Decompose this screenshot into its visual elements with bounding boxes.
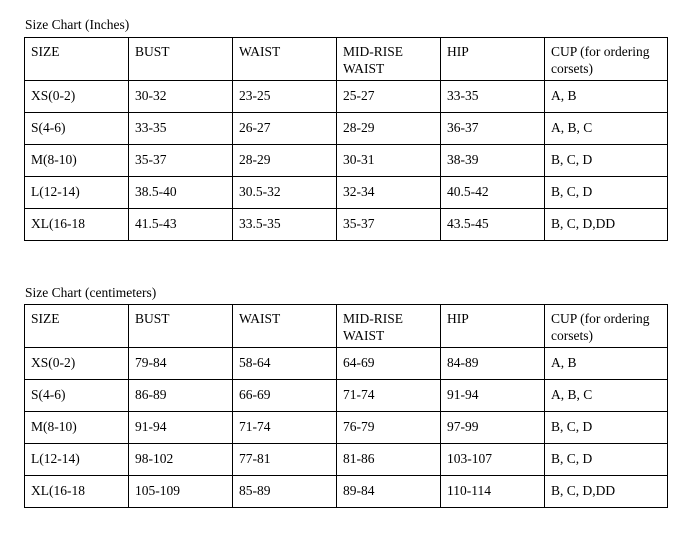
cell-size: XL(16-18 <box>25 476 129 508</box>
table-row <box>25 444 668 476</box>
table-row <box>25 412 668 444</box>
inches-size-table <box>24 37 668 241</box>
cell-size: XS(0-2) <box>25 348 129 380</box>
cell-hip: 110-114 <box>441 476 545 508</box>
cell-waist: 23-25 <box>233 81 337 113</box>
cell-size: M(8-10) <box>25 145 129 177</box>
cell-size: XL(16-18 <box>25 209 129 241</box>
header-bust: BUST <box>129 38 233 81</box>
cell-cup: A, B, C <box>545 380 668 412</box>
centimeters-table-caption: Size Chart (centimeters) <box>25 285 157 300</box>
cell-hip: 103-107 <box>441 444 545 476</box>
cell-size: L(12-14) <box>25 177 129 209</box>
cell-mid-rise-waist: 32-34 <box>337 177 441 209</box>
cell-bust: 33-35 <box>129 113 233 145</box>
header-mid-rise-waist: MID-RISE WAIST <box>337 305 441 348</box>
header-cup: CUP (for ordering corsets) <box>545 305 668 348</box>
cell-hip: 40.5-42 <box>441 177 545 209</box>
cell-size: XS(0-2) <box>25 81 129 113</box>
table-header-row <box>25 38 668 81</box>
cell-cup: B, C, D <box>545 177 668 209</box>
cell-cup: B, C, D <box>545 145 668 177</box>
cell-waist: 28-29 <box>233 145 337 177</box>
centimeters-size-table <box>24 304 668 508</box>
header-bust: BUST <box>129 305 233 348</box>
cell-cup: A, B <box>545 348 668 380</box>
cell-bust: 91-94 <box>129 412 233 444</box>
cell-cup: B, C, D,DD <box>545 476 668 508</box>
table-row <box>25 348 668 380</box>
header-waist: WAIST <box>233 305 337 348</box>
cell-mid-rise-waist: 28-29 <box>337 113 441 145</box>
cell-waist: 85-89 <box>233 476 337 508</box>
cell-waist: 33.5-35 <box>233 209 337 241</box>
header-cup: CUP (for ordering corsets) <box>545 38 668 81</box>
cell-waist: 26-27 <box>233 113 337 145</box>
cell-hip: 33-35 <box>441 81 545 113</box>
cell-waist: 30.5-32 <box>233 177 337 209</box>
cell-size: L(12-14) <box>25 444 129 476</box>
cell-waist: 77-81 <box>233 444 337 476</box>
header-hip: HIP <box>441 38 545 81</box>
cell-hip: 38-39 <box>441 145 545 177</box>
cell-waist: 58-64 <box>233 348 337 380</box>
cell-cup: B, C, D <box>545 444 668 476</box>
inches-table-caption: Size Chart (Inches) <box>25 17 130 32</box>
cell-cup: A, B <box>545 81 668 113</box>
cell-cup: B, C, D <box>545 412 668 444</box>
cell-hip: 84-89 <box>441 348 545 380</box>
table-row <box>25 113 668 145</box>
cell-hip: 43.5-45 <box>441 209 545 241</box>
cell-mid-rise-waist: 89-84 <box>337 476 441 508</box>
cell-bust: 41.5-43 <box>129 209 233 241</box>
cell-bust: 79-84 <box>129 348 233 380</box>
table-row <box>25 209 668 241</box>
table-row <box>25 81 668 113</box>
cell-mid-rise-waist: 35-37 <box>337 209 441 241</box>
cell-size: S(4-6) <box>25 113 129 145</box>
cell-bust: 38.5-40 <box>129 177 233 209</box>
cell-bust: 105-109 <box>129 476 233 508</box>
table-row <box>25 177 668 209</box>
cell-mid-rise-waist: 25-27 <box>337 81 441 113</box>
cell-bust: 30-32 <box>129 81 233 113</box>
cell-bust: 35-37 <box>129 145 233 177</box>
cell-cup: B, C, D,DD <box>545 209 668 241</box>
cell-hip: 36-37 <box>441 113 545 145</box>
header-size: SIZE <box>25 38 129 81</box>
cell-bust: 98-102 <box>129 444 233 476</box>
cell-hip: 91-94 <box>441 380 545 412</box>
cell-bust: 86-89 <box>129 380 233 412</box>
cell-size: S(4-6) <box>25 380 129 412</box>
header-waist: WAIST <box>233 38 337 81</box>
cell-mid-rise-waist: 71-74 <box>337 380 441 412</box>
header-size: SIZE <box>25 305 129 348</box>
cell-mid-rise-waist: 64-69 <box>337 348 441 380</box>
table-row <box>25 380 668 412</box>
table-header-row <box>25 305 668 348</box>
cell-mid-rise-waist: 81-86 <box>337 444 441 476</box>
header-mid-rise-waist: MID-RISE WAIST <box>337 38 441 81</box>
cell-hip: 97-99 <box>441 412 545 444</box>
cell-waist: 66-69 <box>233 380 337 412</box>
cell-size: M(8-10) <box>25 412 129 444</box>
cell-waist: 71-74 <box>233 412 337 444</box>
table-row <box>25 145 668 177</box>
header-hip: HIP <box>441 305 545 348</box>
cell-mid-rise-waist: 76-79 <box>337 412 441 444</box>
cell-cup: A, B, C <box>545 113 668 145</box>
cell-mid-rise-waist: 30-31 <box>337 145 441 177</box>
table-row <box>25 476 668 508</box>
